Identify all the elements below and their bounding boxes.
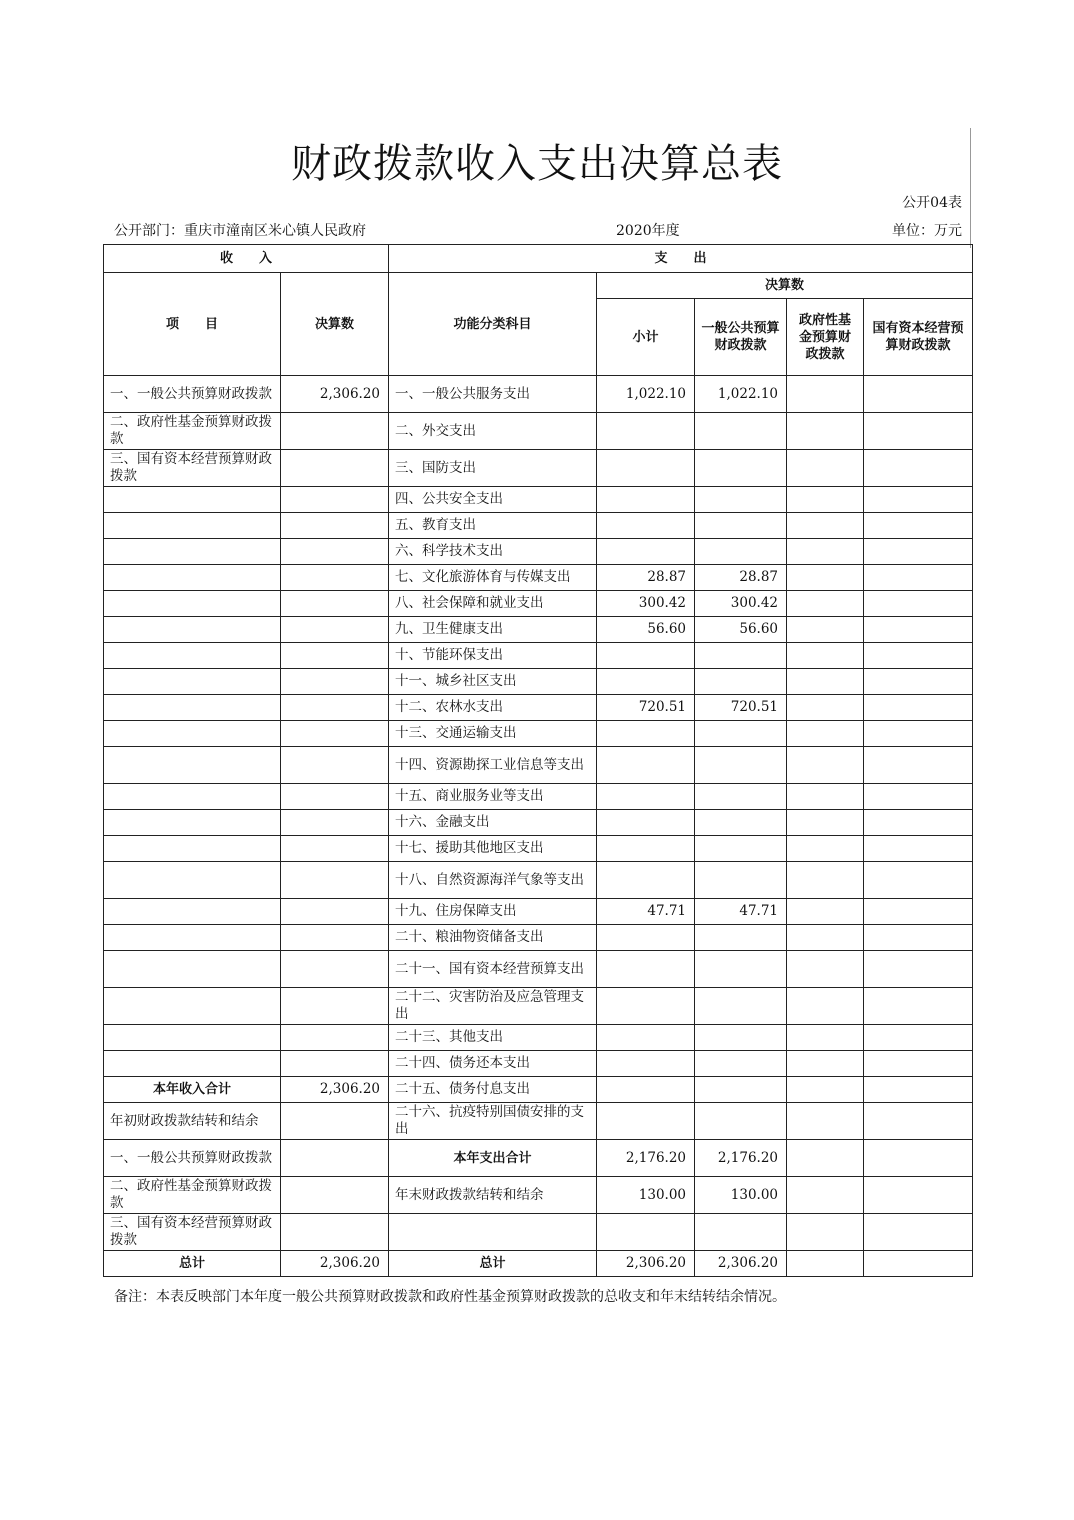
general-budget-cell [695, 450, 787, 487]
subtotal-cell: 1,022.10 [597, 376, 695, 413]
income-amount-cell [281, 591, 389, 617]
table-row [104, 450, 973, 487]
subtotal-cell [597, 513, 695, 539]
income-amount-cell [281, 899, 389, 925]
state-capital-cell [864, 565, 973, 591]
income-amount-cell [281, 1177, 389, 1214]
expense-item-cell: 十八、自然资源海洋气象等支出 [389, 862, 597, 899]
state-capital-cell [864, 1077, 973, 1103]
table-row [104, 643, 973, 669]
expense-item-cell: 二十六、抗疫特别国债安排的支出 [389, 1103, 597, 1140]
gov-fund-cell [787, 988, 864, 1025]
expense-item-cell: 十七、援助其他地区支出 [389, 836, 597, 862]
income-amount-cell [281, 413, 389, 450]
income-item-cell: 本年收入合计 [104, 1077, 281, 1103]
expense-item-cell: 十二、农林水支出 [389, 695, 597, 721]
income-item-cell [104, 565, 281, 591]
expense-item-cell: 二十二、灾害防治及应急管理支出 [389, 988, 597, 1025]
subtotal-cell [597, 862, 695, 899]
subtotal-cell: 56.60 [597, 617, 695, 643]
subtotal-cell [597, 784, 695, 810]
income-amount-cell [281, 695, 389, 721]
general-budget-cell: 28.87 [695, 565, 787, 591]
income-item-cell [104, 617, 281, 643]
gov-fund-cell [787, 747, 864, 784]
income-item-cell [104, 747, 281, 784]
subtotal-cell [597, 669, 695, 695]
table-row [104, 565, 973, 591]
subtotal-cell [597, 988, 695, 1025]
income-item-cell [104, 899, 281, 925]
expense-item-cell: 十三、交通运输支出 [389, 721, 597, 747]
general-budget-cell [695, 721, 787, 747]
table-row [104, 925, 973, 951]
gov-fund-cell [787, 376, 864, 413]
subtotal-cell [597, 747, 695, 784]
income-amount-cell: 2,306.20 [281, 1251, 389, 1277]
state-capital-cell [864, 617, 973, 643]
general-budget-cell [695, 643, 787, 669]
table-row [104, 988, 973, 1025]
state-capital-cell [864, 951, 973, 988]
table-row [104, 1051, 973, 1077]
subtotal-cell [597, 1103, 695, 1140]
general-budget-cell [695, 669, 787, 695]
subtotal-header: 小计 [597, 299, 695, 376]
gov-fund-cell [787, 1251, 864, 1277]
gov-fund-cell [787, 695, 864, 721]
income-item-cell [104, 721, 281, 747]
income-header: 收 入 [104, 245, 389, 273]
gov-fund-cell [787, 539, 864, 565]
func-header: 功能分类科目 [389, 273, 597, 376]
expense-item-cell: 二、外交支出 [389, 413, 597, 450]
income-amount-cell [281, 721, 389, 747]
gov-fund-cell [787, 899, 864, 925]
state-capital-header: 国有资本经营预算财政拨款 [864, 299, 973, 376]
general-budget-cell [695, 513, 787, 539]
state-capital-cell [864, 988, 973, 1025]
subtotal-cell [597, 810, 695, 836]
amount-header: 决算数 [281, 273, 389, 376]
income-amount-cell [281, 565, 389, 591]
general-budget-cell [695, 836, 787, 862]
state-capital-cell [864, 413, 973, 450]
table-row [104, 539, 973, 565]
gov-fund-cell [787, 1077, 864, 1103]
general-budget-cell: 1,022.10 [695, 376, 787, 413]
table-row [104, 747, 973, 784]
income-amount-cell [281, 988, 389, 1025]
subtotal-cell [597, 836, 695, 862]
income-item-cell: 总计 [104, 1251, 281, 1277]
gov-fund-cell [787, 1214, 864, 1251]
table-row [104, 1251, 973, 1277]
income-item-cell [104, 836, 281, 862]
income-amount-cell [281, 1214, 389, 1251]
expense-item-cell: 二十一、国有资本经营预算支出 [389, 951, 597, 988]
state-capital-cell [864, 669, 973, 695]
state-capital-cell [864, 810, 973, 836]
subtotal-cell [597, 643, 695, 669]
income-item-cell [104, 539, 281, 565]
state-capital-cell [864, 376, 973, 413]
expense-item-cell: 二十五、债务付息支出 [389, 1077, 597, 1103]
income-item-cell [104, 810, 281, 836]
income-amount-cell [281, 1025, 389, 1051]
gov-fund-cell [787, 591, 864, 617]
table-row [104, 1077, 973, 1103]
state-capital-cell [864, 862, 973, 899]
table-row [104, 836, 973, 862]
item-header: 项 目 [104, 273, 281, 376]
table-row [104, 951, 973, 988]
table-row [104, 617, 973, 643]
subtotal-cell [597, 539, 695, 565]
income-amount-cell [281, 643, 389, 669]
state-capital-cell [864, 539, 973, 565]
general-budget-cell [695, 1025, 787, 1051]
general-budget-cell [695, 487, 787, 513]
gov-fund-cell [787, 1103, 864, 1140]
form-number: 公开04表 [902, 195, 962, 211]
gov-fund-cell [787, 487, 864, 513]
gov-fund-cell [787, 925, 864, 951]
general-budget-cell: 47.71 [695, 899, 787, 925]
income-item-cell: 一、一般公共预算财政拨款 [104, 1140, 281, 1177]
subtotal-cell: 28.87 [597, 565, 695, 591]
table-row [104, 413, 973, 450]
expense-item-cell: 十六、金融支出 [389, 810, 597, 836]
department: 公开部门：重庆市潼南区米心镇人民政府 [114, 223, 366, 239]
income-amount-cell [281, 784, 389, 810]
subtotal-cell: 2,306.20 [597, 1251, 695, 1277]
gov-fund-cell [787, 565, 864, 591]
income-amount-cell [281, 925, 389, 951]
income-item-cell [104, 643, 281, 669]
table-row [104, 513, 973, 539]
income-amount-cell [281, 617, 389, 643]
subtotal-cell [597, 951, 695, 988]
table-row [104, 784, 973, 810]
income-amount-cell [281, 539, 389, 565]
expense-item-cell: 十、节能环保支出 [389, 643, 597, 669]
general-budget-cell [695, 1051, 787, 1077]
subtotal-cell [597, 413, 695, 450]
page-title: 财政拨款收入支出决算总表 [291, 141, 783, 187]
subtotal-cell: 2,176.20 [597, 1140, 695, 1177]
final-header: 决算数 [597, 273, 973, 299]
state-capital-cell [864, 899, 973, 925]
state-capital-cell [864, 643, 973, 669]
general-budget-cell: 2,306.20 [695, 1251, 787, 1277]
income-amount-cell [281, 450, 389, 487]
table-row [104, 1103, 973, 1140]
income-item-cell [104, 988, 281, 1025]
general-budget-cell [695, 925, 787, 951]
expense-item-cell [389, 1214, 597, 1251]
unit-label: 单位：万元 [892, 223, 962, 239]
subtotal-cell [597, 1025, 695, 1051]
state-capital-cell [864, 747, 973, 784]
subtotal-cell [597, 925, 695, 951]
fiscal-year: 2020年度 [616, 223, 680, 239]
income-amount-cell [281, 836, 389, 862]
gov-fund-header: 政府性基金预算财政拨款 [787, 299, 864, 376]
income-amount-cell [281, 669, 389, 695]
state-capital-cell [864, 1051, 973, 1077]
income-item-cell [104, 951, 281, 988]
state-capital-cell [864, 1140, 973, 1177]
expense-item-cell: 六、科学技术支出 [389, 539, 597, 565]
general-header: 一般公共预算财政拨款 [695, 299, 787, 376]
gov-fund-cell [787, 413, 864, 450]
income-item-cell [104, 591, 281, 617]
income-amount-cell [281, 513, 389, 539]
table-row [104, 591, 973, 617]
general-budget-cell: 720.51 [695, 695, 787, 721]
table-row [104, 1140, 973, 1177]
income-amount-cell: 2,306.20 [281, 1077, 389, 1103]
general-budget-cell: 56.60 [695, 617, 787, 643]
expense-item-cell: 三、国防支出 [389, 450, 597, 487]
subtotal-cell [597, 1077, 695, 1103]
state-capital-cell [864, 1103, 973, 1140]
income-amount-cell [281, 747, 389, 784]
state-capital-cell [864, 591, 973, 617]
table-row [104, 862, 973, 899]
general-budget-cell: 2,176.20 [695, 1140, 787, 1177]
state-capital-cell [864, 487, 973, 513]
expense-item-cell: 九、卫生健康支出 [389, 617, 597, 643]
expense-item-cell: 十四、资源勘探工业信息等支出 [389, 747, 597, 784]
subtotal-cell [597, 721, 695, 747]
state-capital-cell [864, 1025, 973, 1051]
gov-fund-cell [787, 1140, 864, 1177]
income-item-cell [104, 513, 281, 539]
income-item-cell [104, 695, 281, 721]
subtotal-cell: 130.00 [597, 1177, 695, 1214]
expense-header: 支 出 [389, 245, 973, 273]
income-amount-cell [281, 1051, 389, 1077]
subtotal-cell: 300.42 [597, 591, 695, 617]
income-item-cell: 二、政府性基金预算财政拨款 [104, 1177, 281, 1214]
expense-item-cell: 二十四、债务还本支出 [389, 1051, 597, 1077]
table-row [104, 899, 973, 925]
general-budget-cell [695, 1103, 787, 1140]
income-amount-cell [281, 1103, 389, 1140]
table-row [104, 810, 973, 836]
general-budget-cell [695, 810, 787, 836]
state-capital-cell [864, 784, 973, 810]
income-item-cell: 三、国有资本经营预算财政拨款 [104, 1214, 281, 1251]
gov-fund-cell [787, 951, 864, 988]
expense-item-cell: 一、一般公共服务支出 [389, 376, 597, 413]
table-row [104, 695, 973, 721]
table-row [104, 1214, 973, 1251]
table-row [104, 1177, 973, 1214]
expense-item-cell: 四、公共安全支出 [389, 487, 597, 513]
general-budget-cell [695, 1077, 787, 1103]
income-item-cell [104, 925, 281, 951]
expense-item-cell: 年末财政拨款结转和结余 [389, 1177, 597, 1214]
gov-fund-cell [787, 836, 864, 862]
income-amount-cell [281, 810, 389, 836]
income-item-cell [104, 1051, 281, 1077]
gov-fund-cell [787, 1051, 864, 1077]
gov-fund-cell [787, 862, 864, 899]
gov-fund-cell [787, 669, 864, 695]
state-capital-cell [864, 836, 973, 862]
general-budget-cell: 300.42 [695, 591, 787, 617]
subtotal-cell: 47.71 [597, 899, 695, 925]
expense-item-cell: 总计 [389, 1251, 597, 1277]
table-row [104, 376, 973, 413]
gov-fund-cell [787, 810, 864, 836]
state-capital-cell [864, 450, 973, 487]
general-budget-cell [695, 951, 787, 988]
table-row [104, 1025, 973, 1051]
subtotal-cell [597, 1214, 695, 1251]
expense-item-cell: 二十、粮油物资储备支出 [389, 925, 597, 951]
general-budget-cell: 130.00 [695, 1177, 787, 1214]
income-item-cell: 年初财政拨款结转和结余 [104, 1103, 281, 1140]
footnote: 备注：本表反映部门本年度一般公共预算财政拨款和政府性基金预算财政拨款的总收支和年末结转结余情况。 [114, 1289, 786, 1305]
gov-fund-cell [787, 784, 864, 810]
budget-table [103, 244, 973, 1277]
income-item-cell: 二、政府性基金预算财政拨款 [104, 413, 281, 450]
expense-item-cell: 十九、住房保障支出 [389, 899, 597, 925]
table-row [104, 487, 973, 513]
income-item-cell [104, 487, 281, 513]
state-capital-cell [864, 513, 973, 539]
gov-fund-cell [787, 450, 864, 487]
subtotal-cell [597, 450, 695, 487]
income-item-cell: 一、一般公共预算财政拨款 [104, 376, 281, 413]
state-capital-cell [864, 925, 973, 951]
expense-item-cell: 七、文化旅游体育与传媒支出 [389, 565, 597, 591]
income-amount-cell [281, 951, 389, 988]
expense-item-cell: 八、社会保障和就业支出 [389, 591, 597, 617]
gov-fund-cell [787, 513, 864, 539]
income-amount-cell [281, 487, 389, 513]
state-capital-cell [864, 1251, 973, 1277]
general-budget-cell [695, 413, 787, 450]
income-amount-cell [281, 862, 389, 899]
state-capital-cell [864, 1177, 973, 1214]
gov-fund-cell [787, 617, 864, 643]
expense-item-cell: 十五、商业服务业等支出 [389, 784, 597, 810]
subtotal-cell: 720.51 [597, 695, 695, 721]
subtotal-cell [597, 487, 695, 513]
income-amount-cell: 2,306.20 [281, 376, 389, 413]
table-row [104, 721, 973, 747]
state-capital-cell [864, 695, 973, 721]
general-budget-cell [695, 988, 787, 1025]
gov-fund-cell [787, 721, 864, 747]
income-amount-cell [281, 1140, 389, 1177]
state-capital-cell [864, 1214, 973, 1251]
general-budget-cell [695, 1214, 787, 1251]
general-budget-cell [695, 539, 787, 565]
gov-fund-cell [787, 1025, 864, 1051]
income-item-cell [104, 669, 281, 695]
general-budget-cell [695, 862, 787, 899]
expense-item-cell: 二十三、其他支出 [389, 1025, 597, 1051]
general-budget-cell [695, 747, 787, 784]
income-item-cell [104, 862, 281, 899]
gov-fund-cell [787, 643, 864, 669]
income-item-cell [104, 1025, 281, 1051]
table-row [104, 669, 973, 695]
expense-item-cell: 本年支出合计 [389, 1140, 597, 1177]
expense-item-cell: 五、教育支出 [389, 513, 597, 539]
general-budget-cell [695, 784, 787, 810]
gov-fund-cell [787, 1177, 864, 1214]
state-capital-cell [864, 721, 973, 747]
expense-item-cell: 十一、城乡社区支出 [389, 669, 597, 695]
income-item-cell: 三、国有资本经营预算财政拨款 [104, 450, 281, 487]
subtotal-cell [597, 1051, 695, 1077]
income-item-cell [104, 784, 281, 810]
